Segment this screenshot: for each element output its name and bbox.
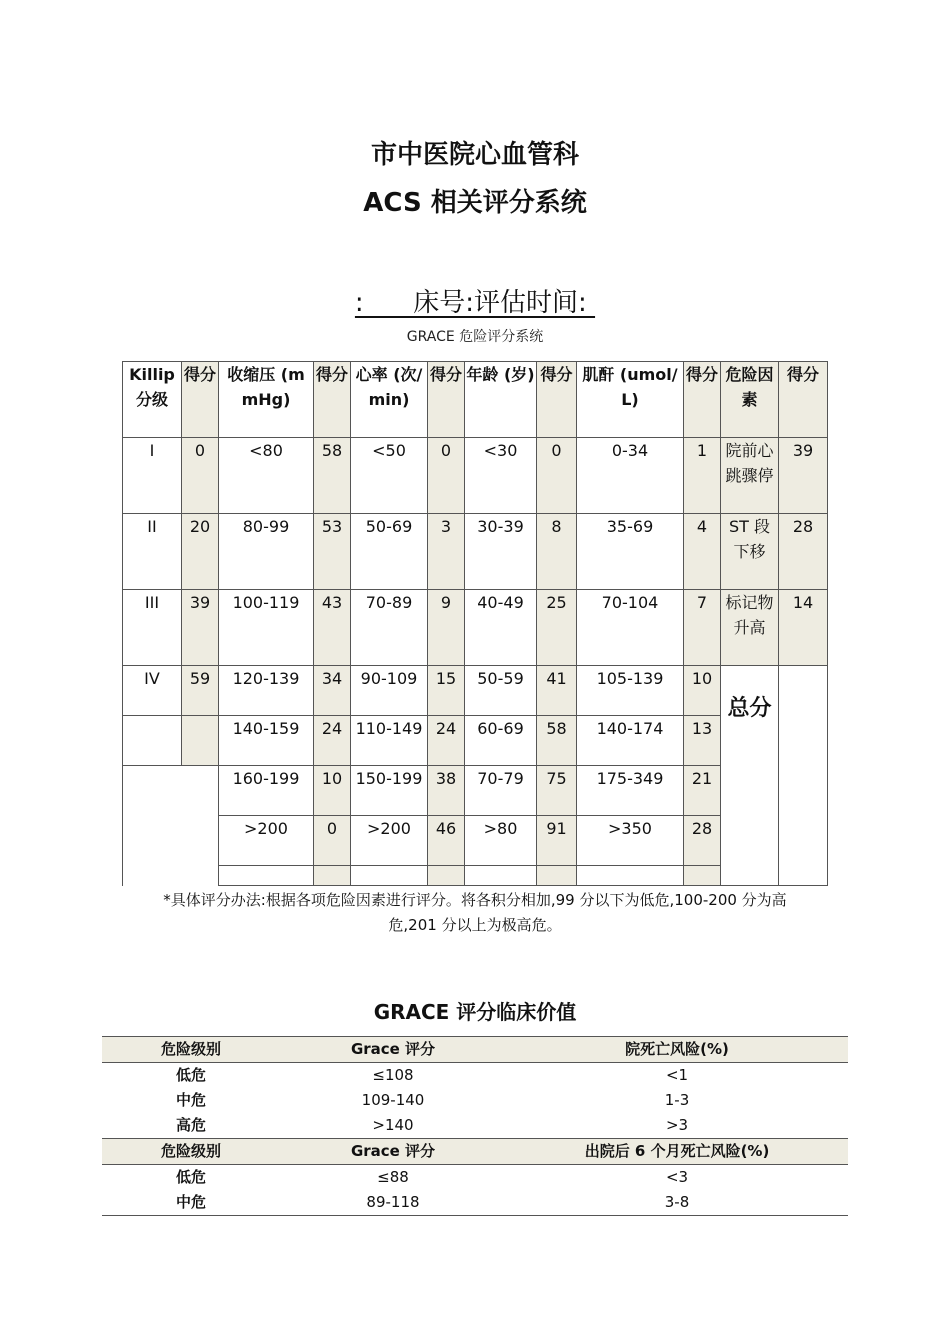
table-cell: 105-139 bbox=[577, 666, 684, 716]
header-six-month-mortality: 出院后 6 个月死亡风险(%) bbox=[506, 1139, 848, 1165]
table-cell: 38 bbox=[428, 766, 465, 816]
total-score-label: 总分 bbox=[727, 696, 772, 721]
header-score: 得分 bbox=[684, 362, 721, 438]
table-cell: 140-174 bbox=[577, 716, 684, 766]
table-cell: 160-199 bbox=[219, 766, 314, 816]
table-cell: 15 bbox=[428, 666, 465, 716]
risk-level: 低危 bbox=[175, 1168, 206, 1186]
table-cell: 80-99 bbox=[219, 514, 314, 590]
grace-range: ≤108 bbox=[372, 1066, 414, 1084]
table-cell: 20 bbox=[182, 514, 219, 590]
table-cell: IV bbox=[123, 666, 182, 716]
mortality-risk: <3 bbox=[665, 1168, 689, 1186]
table-cell: 10 bbox=[684, 666, 721, 716]
table-cell: 10 bbox=[314, 766, 351, 816]
table-cell: 175-349 bbox=[577, 766, 684, 816]
table-cell: 0 bbox=[314, 816, 351, 866]
mortality-risk: >3 bbox=[665, 1116, 689, 1134]
table-cell bbox=[428, 866, 465, 886]
mortality-risk: 1-3 bbox=[664, 1091, 690, 1109]
table-cell: >200 bbox=[219, 816, 314, 866]
table-cell bbox=[684, 866, 721, 886]
table-cell: <50 bbox=[351, 438, 428, 514]
table-cell: 91 bbox=[537, 816, 577, 866]
table-cell: 院前心跳骤停 bbox=[721, 438, 779, 514]
table-cell: >200 bbox=[351, 816, 428, 866]
risk-level: 低危 bbox=[175, 1066, 206, 1084]
header-sbp: 收缩压 (mmHg) bbox=[219, 362, 314, 438]
table-cell: 40-49 bbox=[465, 590, 537, 666]
table-cell bbox=[182, 716, 219, 766]
table-cell: 100-119 bbox=[219, 590, 314, 666]
header-creatinine: 肌酐 (umol/L) bbox=[577, 362, 684, 438]
table-cell: 0 bbox=[428, 438, 465, 514]
table-cell: 110-149 bbox=[351, 716, 428, 766]
header-age: 年龄 (岁) bbox=[465, 362, 537, 438]
table-cell: 70-104 bbox=[577, 590, 684, 666]
header-risk-level: 危险级别 bbox=[102, 1139, 280, 1165]
hospital-title: 市中医院心血管科 bbox=[370, 140, 579, 170]
table-cell: 0 bbox=[537, 438, 577, 514]
grace-range: 89-118 bbox=[280, 1190, 506, 1216]
in-hospital-header-row bbox=[102, 1037, 848, 1063]
table-row bbox=[123, 514, 828, 590]
table-cell: II bbox=[123, 514, 182, 590]
table-cell: <30 bbox=[465, 438, 537, 514]
header-heart-rate: 心率 (次/min) bbox=[351, 362, 428, 438]
header-score: 得分 bbox=[428, 362, 465, 438]
patient-info-text: : 床号:评估时间: bbox=[354, 288, 596, 318]
clinical-value-title: GRACE 评分临床价值 bbox=[373, 1000, 577, 1024]
table-cell: 21 bbox=[684, 766, 721, 816]
table-cell: 39 bbox=[182, 590, 219, 666]
grace-range: >140 bbox=[372, 1116, 414, 1134]
table-cell: 0 bbox=[182, 438, 219, 514]
risk-level: 高危 bbox=[175, 1116, 206, 1134]
table-cell: 13 bbox=[684, 716, 721, 766]
total-score-value-cell bbox=[779, 666, 828, 886]
table-cell: 24 bbox=[314, 716, 351, 766]
table-cell: 标记物升高 bbox=[721, 590, 779, 666]
table-cell: <80 bbox=[219, 438, 314, 514]
clinical-value-table bbox=[102, 1036, 848, 1216]
table-cell bbox=[537, 866, 577, 886]
table-cell: 1 bbox=[684, 438, 721, 514]
table-cell: III bbox=[123, 590, 182, 666]
table-cell: 90-109 bbox=[351, 666, 428, 716]
grace-score-table bbox=[122, 361, 828, 886]
table-cell: 50-69 bbox=[351, 514, 428, 590]
header-grace-score: Grace 评分 bbox=[280, 1139, 506, 1165]
table-cell: 28 bbox=[779, 514, 828, 590]
table-cell: 14 bbox=[779, 590, 828, 666]
table-cell bbox=[314, 866, 351, 886]
grace-range: ≤88 bbox=[377, 1168, 409, 1186]
table-cell: 24 bbox=[428, 716, 465, 766]
table-row bbox=[102, 1088, 848, 1113]
grace-table-caption: GRACE 危险评分系统 bbox=[406, 329, 544, 345]
table-cell: 58 bbox=[314, 438, 351, 514]
table-row bbox=[102, 1063, 848, 1089]
header-killip: Killip 分级 bbox=[123, 362, 182, 438]
table-cell bbox=[577, 866, 684, 886]
table-cell: 70-79 bbox=[465, 766, 537, 816]
header-row bbox=[123, 362, 828, 438]
header-risk-level: 危险级别 bbox=[102, 1037, 280, 1063]
table-cell: 120-139 bbox=[219, 666, 314, 716]
header-grace-score: Grace 评分 bbox=[280, 1037, 506, 1063]
total-score-label-cell bbox=[721, 666, 779, 886]
table-cell: 60-69 bbox=[465, 716, 537, 766]
table-cell: >80 bbox=[465, 816, 537, 866]
table-cell: 150-199 bbox=[351, 766, 428, 816]
table-cell: 4 bbox=[684, 514, 721, 590]
mortality-risk: 3-8 bbox=[506, 1190, 848, 1216]
table-cell: 140-159 bbox=[219, 716, 314, 766]
table-cell: 59 bbox=[182, 666, 219, 716]
scoring-footnote: *具体评分办法:根据各项危险因素进行评分。将各积分相加,99 分以下为低危,100-200 分为高危,201 分以上为极高危。 bbox=[163, 891, 787, 934]
patient-info-line bbox=[0, 282, 950, 319]
table-cell: 30-39 bbox=[465, 514, 537, 590]
table-cell: 9 bbox=[428, 590, 465, 666]
table-cell: 70-89 bbox=[351, 590, 428, 666]
system-title: ACS 相关评分系统 bbox=[363, 188, 587, 218]
table-row bbox=[102, 1113, 848, 1139]
table-cell: 75 bbox=[537, 766, 577, 816]
header-risk-factor: 危险因素 bbox=[721, 362, 779, 438]
table-cell: 46 bbox=[428, 816, 465, 866]
table-row bbox=[123, 666, 828, 716]
table-cell bbox=[219, 866, 314, 886]
table-row bbox=[102, 1190, 848, 1216]
table-cell: 25 bbox=[537, 590, 577, 666]
table-cell: 50-59 bbox=[465, 666, 537, 716]
table-cell: 3 bbox=[428, 514, 465, 590]
table-cell: ST 段下移 bbox=[721, 514, 779, 590]
table-cell: 43 bbox=[314, 590, 351, 666]
grace-range: 109-140 bbox=[361, 1091, 425, 1109]
table-cell bbox=[465, 866, 537, 886]
table-cell: >350 bbox=[577, 816, 684, 866]
header-score: 得分 bbox=[314, 362, 351, 438]
table-row bbox=[102, 1165, 848, 1191]
header-in-hospital-mortality: 院死亡风险(%) bbox=[506, 1037, 848, 1063]
header-score: 得分 bbox=[779, 362, 828, 438]
table-cell: 0-34 bbox=[577, 438, 684, 514]
header-score: 得分 bbox=[537, 362, 577, 438]
table-cell: 28 bbox=[684, 816, 721, 866]
table-cell: 8 bbox=[537, 514, 577, 590]
table-cell bbox=[123, 716, 182, 766]
table-cell: I bbox=[123, 438, 182, 514]
table-row bbox=[123, 590, 828, 666]
table-cell: 39 bbox=[779, 438, 828, 514]
risk-level: 中危 bbox=[102, 1190, 280, 1216]
six-month-header-row bbox=[102, 1139, 848, 1165]
table-cell bbox=[351, 866, 428, 886]
table-cell: 58 bbox=[537, 716, 577, 766]
table-cell: 7 bbox=[684, 590, 721, 666]
table-cell: 35-69 bbox=[577, 514, 684, 590]
table-cell: 34 bbox=[314, 666, 351, 716]
table-cell: 53 bbox=[314, 514, 351, 590]
table-cell: 41 bbox=[537, 666, 577, 716]
risk-level: 中危 bbox=[175, 1091, 206, 1109]
table-row bbox=[123, 438, 828, 514]
header-score: 得分 bbox=[182, 362, 219, 438]
empty-cell bbox=[123, 766, 219, 886]
mortality-risk: <1 bbox=[665, 1066, 689, 1084]
